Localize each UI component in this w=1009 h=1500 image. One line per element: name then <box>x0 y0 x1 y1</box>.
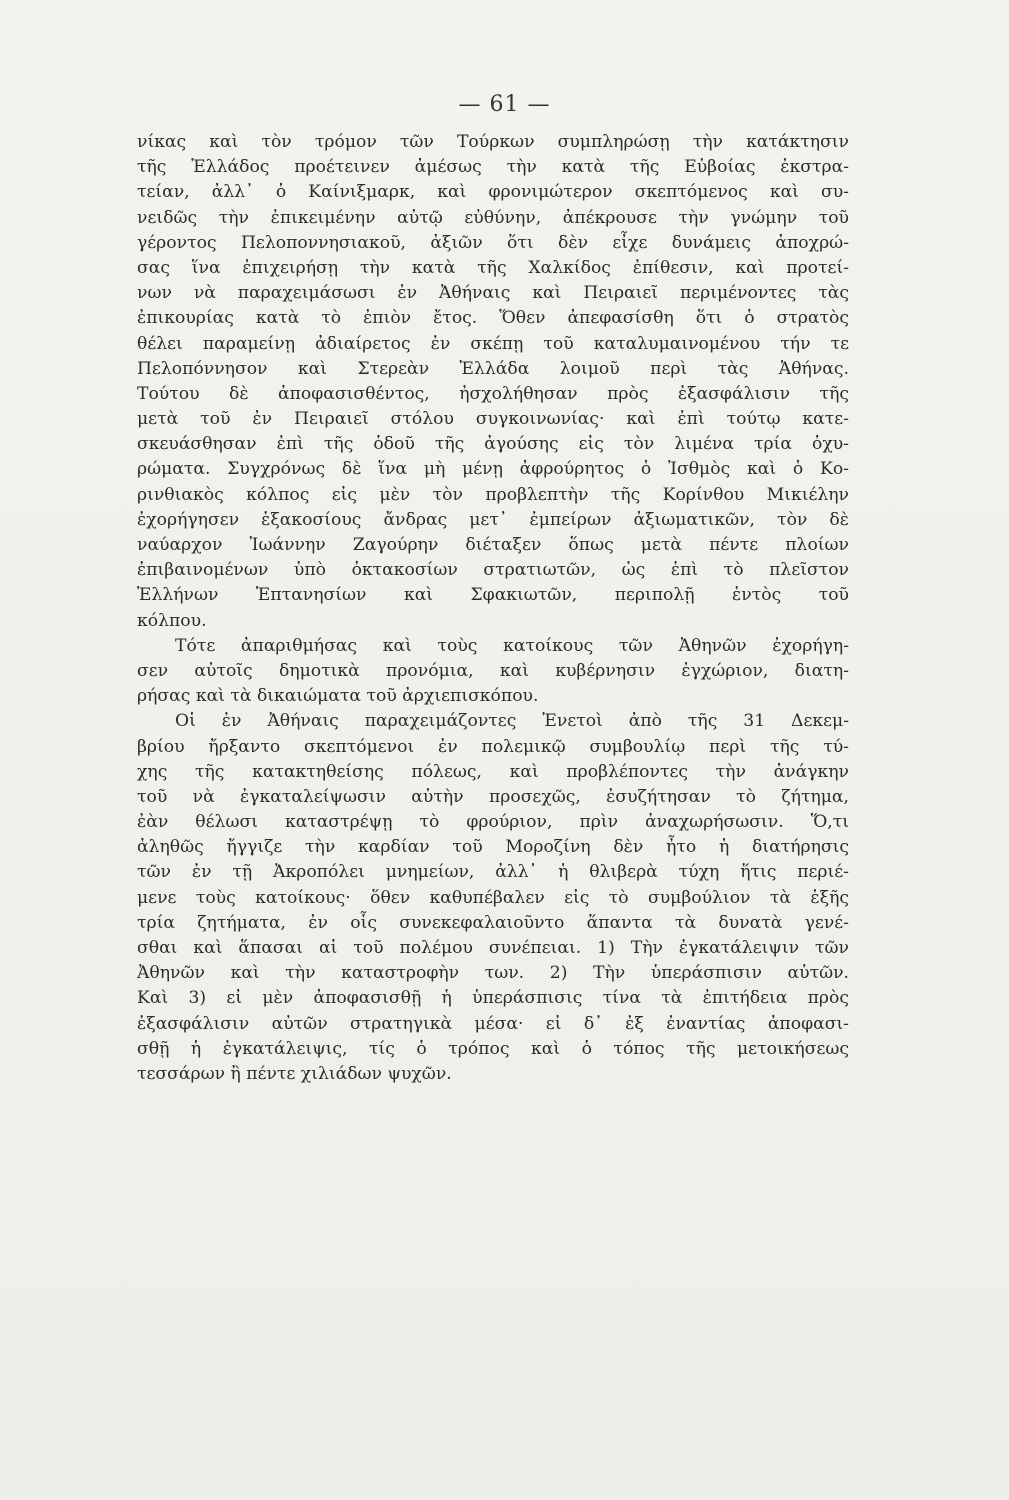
text-line: μετὰ τοῦ ἐν Πειραιεῖ στόλου συγκοινωνίας· καὶ ἐπὶ τούτῳ κατε- <box>137 409 849 430</box>
text-line: ρήσας καὶ τὰ δικαιώματα τοῦ ἀρχιεπισκόπου. <box>137 686 539 707</box>
text-line: γέροντος Πελοποννησιακοῦ, ἀξιῶν ὅτι δὲν εἶχε δυνάμεις ἀποχρώ- <box>137 232 849 253</box>
text-line: Πελοπόννησον καὶ Στερεὰν Ἑλλάδα λοιμοῦ περὶ τὰς Ἀθήνας. <box>137 358 849 379</box>
text-line: χης τῆς κατακτηθείσης πόλεως, καὶ προβλέποντες τὴν ἀνάγκην <box>137 761 849 782</box>
text-line: Ἑλλήνων Ἑπτανησίων καὶ Σφακιωτῶν, περιπολῇ ἐντὸς τοῦ <box>137 585 849 606</box>
text-line: ρινθιακὸς κόλπος εἰς μὲν τὸν προβλεπτὴν τῆς Κορίνθου Μικιέλην <box>137 484 849 505</box>
text-line: τοῦ νὰ ἐγκαταλείψωσιν αὐτὴν προσεχῶς, ἐσυζήτησαν τὸ ζήτημα, <box>137 786 849 807</box>
text-line: Ἀθηνῶν καὶ τὴν καταστροφὴν των. 2) Τὴν ὑπεράσπισιν αὐτῶν. <box>137 963 849 984</box>
text-line: ρώματα. Συγχρόνως δὲ ἵνα μὴ μένῃ ἀφρούρητος ὁ Ἰσθμὸς καὶ ὁ Κο- <box>137 459 849 480</box>
text-line: νίκας καὶ τὸν τρόμον τῶν Τούρκων συμπληρώσῃ τὴν κατάκτησιν <box>137 132 849 152</box>
text-line: βρίου ἤρξαντο σκεπτόμενοι ἐν πολεμικῷ συμβουλίῳ περὶ τῆς τύ- <box>137 736 849 757</box>
text-line: ἐπικουρίας κατὰ τὸ ἐπιὸν ἔτος. Ὅθεν ἀπεφασίσθη ὅτι ὁ στρατὸς <box>137 308 849 329</box>
text-line: τρία ζητήματα, ἐν οἷς συνεκεφαλαιοῦντο ἅπαντα τὰ δυνατὰ γενέ- <box>137 912 849 933</box>
text-line: νων νὰ παραχειμάσωσι ἐν Ἀθήναις καὶ Πειραιεῖ περιμένοντες τὰς <box>137 283 849 304</box>
text-line: τῶν ἐν τῇ Ἀκροπόλει μνημείων, ἀλλ᾽ ἡ θλιβερὰ τύχη ἥτις περιέ- <box>137 862 849 883</box>
text-line: ἐὰν θέλωσι καταστρέψῃ τὸ φρούριον, πρὶν ἀναχωρήσωσιν. Ὅ,τι <box>137 812 849 833</box>
text-line: τῆς Ἑλλάδος προέτεινεν ἀμέσως τὴν κατὰ τῆς Εὐβοίας ἐκστρα- <box>137 157 849 178</box>
text-line: ἀληθῶς ἤγγιζε τὴν καρδίαν τοῦ Μοροζίνη δὲν ἦτο ἡ διατήρησις <box>137 837 849 858</box>
text-line: Τότε ἀπαριθμήσας καὶ τοὺς κατοίκους τῶν Ἀθηνῶν ἐχορήγη- <box>175 635 849 656</box>
page-number: — 61 — <box>458 92 551 117</box>
body-text <box>137 130 849 1087</box>
text-line: σας ἵνα ἐπιχειρήσῃ τὴν κατὰ τῆς Χαλκίδος ἐπίθεσιν, καὶ προτεί- <box>137 257 849 278</box>
text-line: Τούτου δὲ ἀποφασισθέντος, ἠσχολήθησαν πρὸς ἐξασφάλισιν τῆς <box>137 383 849 404</box>
text-line: σθαι καὶ ἅπασαι αἱ τοῦ πολέμου συνέπειαι. 1) Τὴν ἐγκατάλειψιν τῶν <box>137 938 849 958</box>
text-line: Καὶ 3) εἰ μὲν ἀποφασισθῇ ἡ ὑπεράσπισις τίνα τὰ ἐπιτήδεια πρὸς <box>137 988 849 1009</box>
text-line: σκευάσθησαν ἐπὶ τῆς ὁδοῦ τῆς ἀγούσης εἰς τὸν λιμένα τρία ὀχυ- <box>137 434 849 455</box>
text-line: τεσσάρων ἢ πέντε χιλιάδων ψυχῶν. <box>137 1063 452 1084</box>
text-line: σθῇ ἡ ἐγκατάλειψις, τίς ὁ τρόπος καὶ ὁ τόπος τῆς μετοικήσεως <box>137 1038 849 1059</box>
text-line: ἐπιβαινομένων ὑπὸ ὀκτακοσίων στρατιωτῶν, ὡς ἐπὶ τὸ πλεῖστον <box>137 560 849 581</box>
text-line: Οἱ ἐν Ἀθήναις παραχειμάζοντες Ἐνετοὶ ἀπὸ τῆς 31 Δεκεμ- <box>175 711 849 732</box>
text-line: σεν αὐτοῖς δημοτικὰ προνόμια, καὶ κυβέρνησιν ἐγχώριον, διατη- <box>137 660 849 681</box>
text-line: μενε τοὺς κατοίκους· ὅθεν καθυπέβαλεν εἰς τὸ συμβούλιον τὰ ἑξῆς <box>137 887 849 908</box>
text-line: ἐξασφάλισιν αὐτῶν στρατηγικὰ μέσα· εἰ δ᾽ ἐξ ἐναντίας ἀποφασι- <box>137 1013 849 1034</box>
text-line: ἐχορήγησεν ἑξακοσίους ἄνδρας μετ᾽ ἐμπείρων ἀξιωματικῶν, τὸν δὲ <box>137 509 849 530</box>
text-line: νειδῶς τὴν ἐπικειμένην αὐτῷ εὐθύνην, ἀπέκρουσε τὴν γνώμην τοῦ <box>137 207 849 228</box>
text-line: κόλπου. <box>137 610 207 631</box>
text-line: θέλει παραμείνῃ ἀδιαίρετος ἐν σκέπῃ τοῦ καταλυμαινομένου τήν τε <box>137 333 849 354</box>
text-line: τείαν, ἀλλ᾽ ὁ Καίνιξμαρκ, καὶ φρονιμώτερον σκεπτόμενος καὶ συ- <box>137 182 849 203</box>
text-line: ναύαρχον Ἰωάννην Ζαγούρην διέταξεν ὅπως μετὰ πέντε πλοίων <box>137 535 849 555</box>
